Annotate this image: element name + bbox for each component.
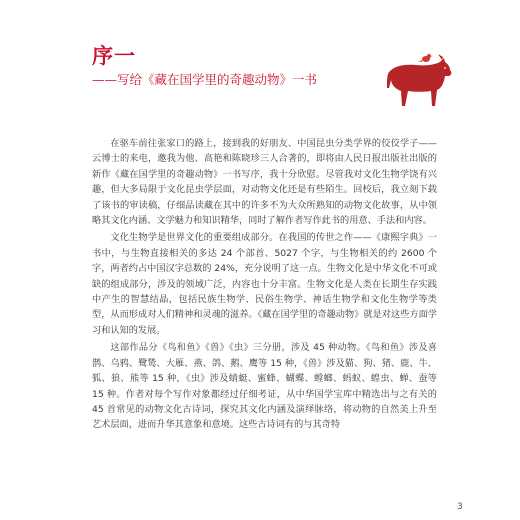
red-cow-with-bird-illustration [382, 44, 464, 118]
paragraph-3: 这部作品分《鸟和鱼》《兽》《虫》三分册，涉及 45 种动物。《鸟和鱼》涉及喜鹊、乌鸦、鹭鸶、大雁、燕、鸽、鹅、鹰等 15 种，《兽》涉及猫、狗、猪、鹿、牛、狐、狼、熊等 15 种，《虫》涉及蜻蜓、蜜蜂、蝴蝶、螳螂、蚂蚁、蝗虫、蝉、蚕等 15 种。作者对每个写作对象都经过仔细考证，从中华国学宝库中精选出与之有关的 45 首常见的动物文化古诗词，探究其文化内涵及演绎脉络，将动物的自然美上升至艺术层面，进而升华其意象和意境。这些古诗词有的与其奇特 [92, 342, 437, 431]
bird-icon [418, 54, 433, 62]
page-number: 3 [457, 502, 463, 512]
cow-eye [444, 67, 446, 69]
paragraph-2: 文化生物学是世界文化的重要组成部分。在我国的传世之作——《康熙字典》一书中，与生物直接相关的多达 24 个部首、5027 个字，与生物相关的约 2600 个字，两者约占中国汉字总数的 24%，充分说明了这一点。生物文化是中华文化不可或缺的组成部分，涉及的领域广泛，内容也十分丰富。生物文化是人类在长期生存实践中产生的智慧结晶，包括民族生物学、民俗生物学、神话生物学和文化生物学等类型，从而形成对人们精神和灵魂的滋养。《藏在国学里的奇趣动物》就是对这些方面学习和认知的发展。 [92, 232, 437, 336]
body-text [92, 136, 437, 435]
page-title: 序一 [92, 43, 136, 68]
cow-body [387, 58, 451, 106]
cow-horn [438, 54, 443, 60]
page-subtitle: ——写给《藏在国学里的奇趣动物》一书 [92, 72, 318, 87]
paragraph-1: 在驱车前往张家口的路上，接到我的好朋友、中国昆虫分类学界的佼佼学子——云博士的来电，邀我为他、高艳和陈晓珍三人合著的，即将由人民日报出版社出版的新作《藏在国学里的奇趣动物》一书写序，我十分欣慰。尽管我对文化生物学饶有兴趣，但大多局限于文化昆虫学层面，对动物文化还是有些陌生。回校后，我立刻下载了该书的审读稿，仔细品读藏在其中的许多不为大众所熟知的动物文化故事，从中领略其文化内涵、文学魅力和知识精华，同时了解作者写作此书的用意、手法和内容。 [92, 138, 437, 227]
